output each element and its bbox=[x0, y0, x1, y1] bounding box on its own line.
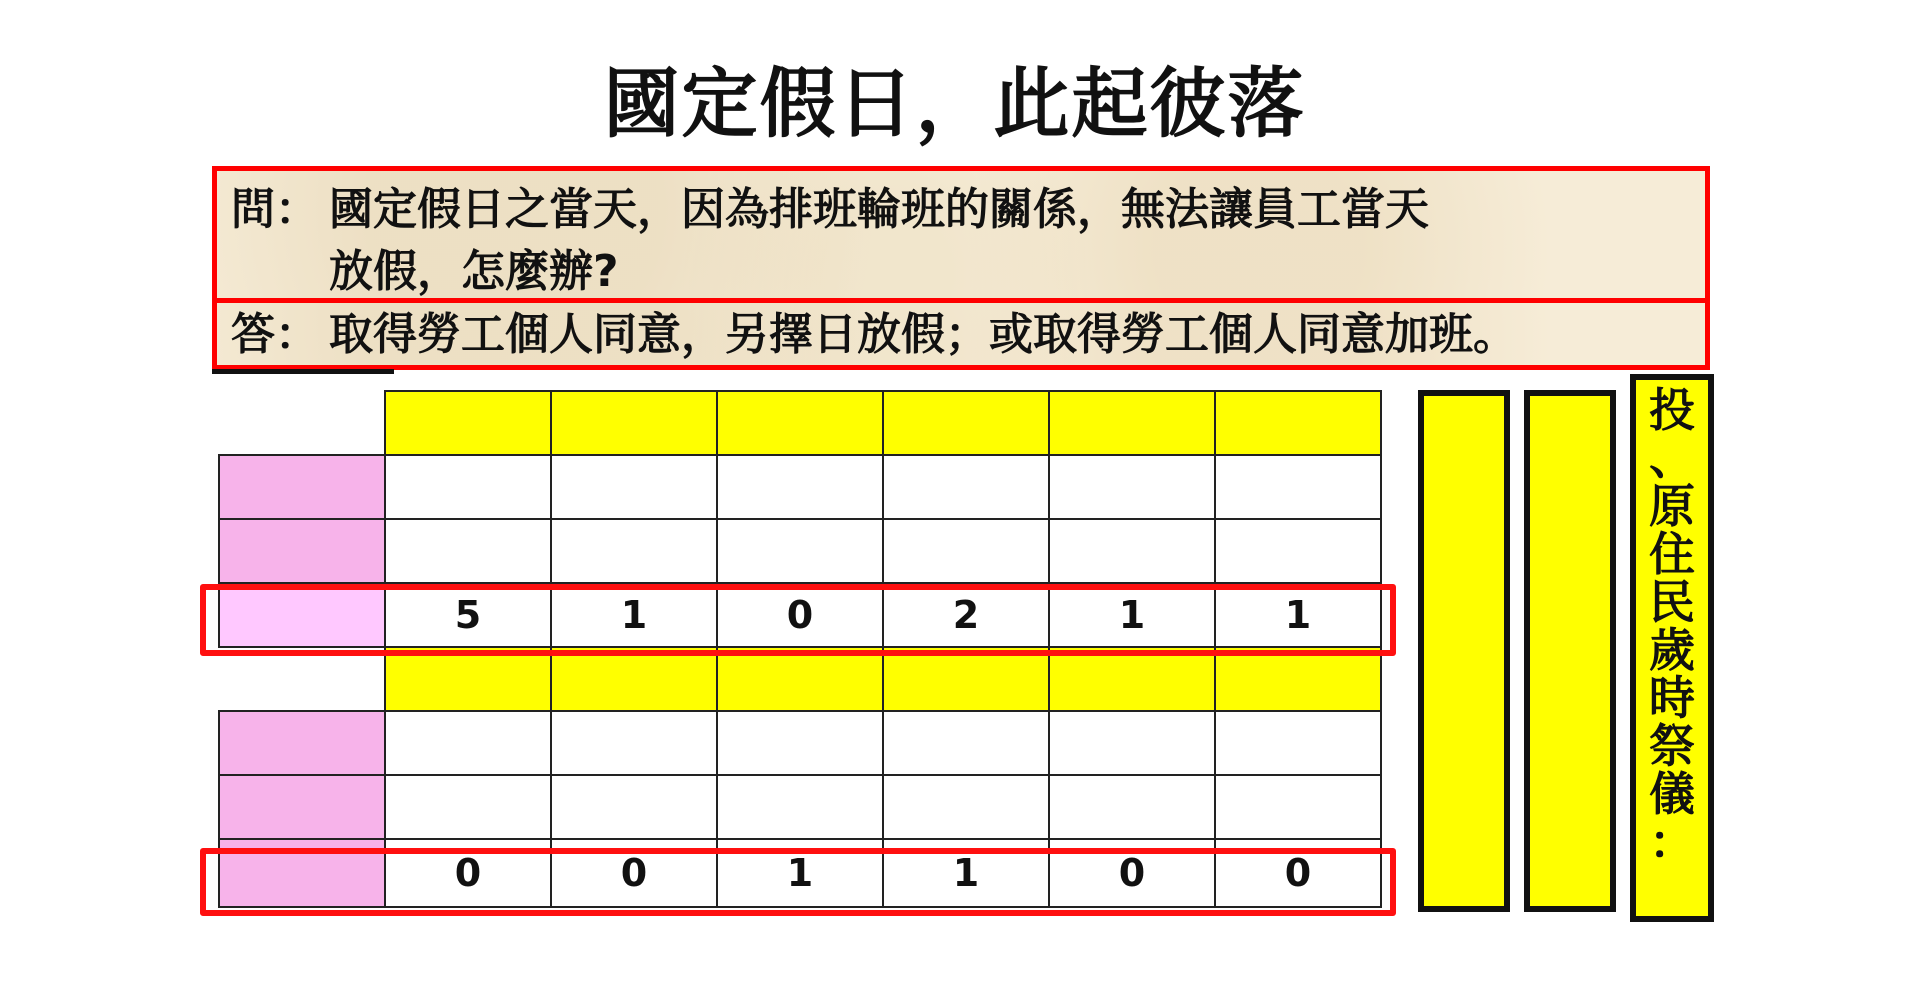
highlight-row-b bbox=[200, 848, 1396, 916]
table-cell bbox=[882, 710, 1050, 776]
answer-underline bbox=[212, 369, 394, 374]
answer-label: 答： bbox=[231, 309, 319, 360]
header-cell-5 bbox=[1048, 390, 1216, 456]
table-cell bbox=[716, 518, 884, 584]
table-cell bbox=[1214, 518, 1382, 584]
value-cell-b-3: 1 bbox=[716, 838, 884, 908]
question-line-2: 放假，怎麼辦? bbox=[329, 246, 619, 297]
value-cell-b-2: 0 bbox=[550, 838, 718, 908]
table-cell bbox=[1048, 774, 1216, 840]
highlight-row-a bbox=[200, 584, 1396, 656]
table-cell bbox=[384, 774, 552, 840]
table-cell bbox=[716, 774, 884, 840]
vertical-char: 原 bbox=[1649, 479, 1695, 533]
table-cell bbox=[1214, 710, 1382, 776]
vertical-char: 歲 bbox=[1649, 623, 1695, 677]
table-cell bbox=[1048, 518, 1216, 584]
table-cell bbox=[882, 774, 1050, 840]
vertical-char: ： bbox=[1649, 815, 1695, 869]
table-cell bbox=[384, 454, 552, 520]
vertical-char: 祭 bbox=[1649, 719, 1695, 773]
header-cell-2 bbox=[550, 390, 718, 456]
vertical-bar-2 bbox=[1524, 390, 1616, 912]
table-cell bbox=[716, 710, 884, 776]
header-cell-6 bbox=[1214, 390, 1382, 456]
value-cell-a-1: 5 bbox=[384, 582, 552, 648]
value-cell-b-4: 1 bbox=[882, 838, 1050, 908]
vertical-label-text bbox=[1646, 383, 1698, 869]
answer-text: 取得勞工個人同意，另擇日放假；或取得勞工個人同意加班。 bbox=[329, 309, 1517, 360]
row-label-4 bbox=[218, 710, 386, 776]
value-cell-a-2: 1 bbox=[550, 582, 718, 648]
table-cell bbox=[882, 454, 1050, 520]
table-cell bbox=[1214, 774, 1382, 840]
vertical-char: 投 bbox=[1649, 383, 1695, 437]
question-label: 問： bbox=[231, 184, 319, 235]
value-cell-a-3: 0 bbox=[716, 582, 884, 648]
table-cell bbox=[550, 774, 718, 840]
value-cell-a-6: 1 bbox=[1214, 582, 1382, 648]
value-cell-a-4: 2 bbox=[882, 582, 1050, 648]
table-cell bbox=[882, 518, 1050, 584]
table-cell bbox=[550, 518, 718, 584]
table-cell bbox=[384, 710, 552, 776]
header-cell-3 bbox=[716, 390, 884, 456]
vertical-char: 民 bbox=[1649, 575, 1695, 629]
vertical-label-box bbox=[1630, 374, 1714, 922]
header-cell-1 bbox=[384, 390, 552, 456]
table-cell bbox=[550, 454, 718, 520]
row-label-1 bbox=[218, 454, 386, 520]
table-cell bbox=[550, 710, 718, 776]
vertical-char: 、 bbox=[1649, 431, 1695, 485]
value-cell-b-5: 0 bbox=[1048, 838, 1216, 908]
table-cell bbox=[716, 454, 884, 520]
vertical-bar-1 bbox=[1418, 390, 1510, 912]
value-cell-b-6: 0 bbox=[1214, 838, 1382, 908]
table-cell bbox=[1214, 454, 1382, 520]
table-cell bbox=[384, 518, 552, 584]
table-cell bbox=[1048, 710, 1216, 776]
table-cell bbox=[1048, 454, 1216, 520]
vertical-char: 住 bbox=[1649, 527, 1695, 581]
vertical-char: 儀 bbox=[1649, 767, 1695, 821]
page-title: 國定假日，此起彼落 bbox=[603, 59, 1306, 148]
value-cell-b-1: 0 bbox=[384, 838, 552, 908]
row-label-2 bbox=[218, 518, 386, 584]
vertical-char: 時 bbox=[1649, 671, 1695, 725]
question-line-1: 國定假日之當天，因為排班輪班的關係，無法讓員工當天 bbox=[329, 184, 1429, 235]
value-cell-a-5: 1 bbox=[1048, 582, 1216, 648]
header-cell-4 bbox=[882, 390, 1050, 456]
row-label-5 bbox=[218, 774, 386, 840]
question-text bbox=[329, 179, 1615, 303]
question-box bbox=[212, 166, 1710, 304]
answer-box bbox=[212, 298, 1710, 370]
